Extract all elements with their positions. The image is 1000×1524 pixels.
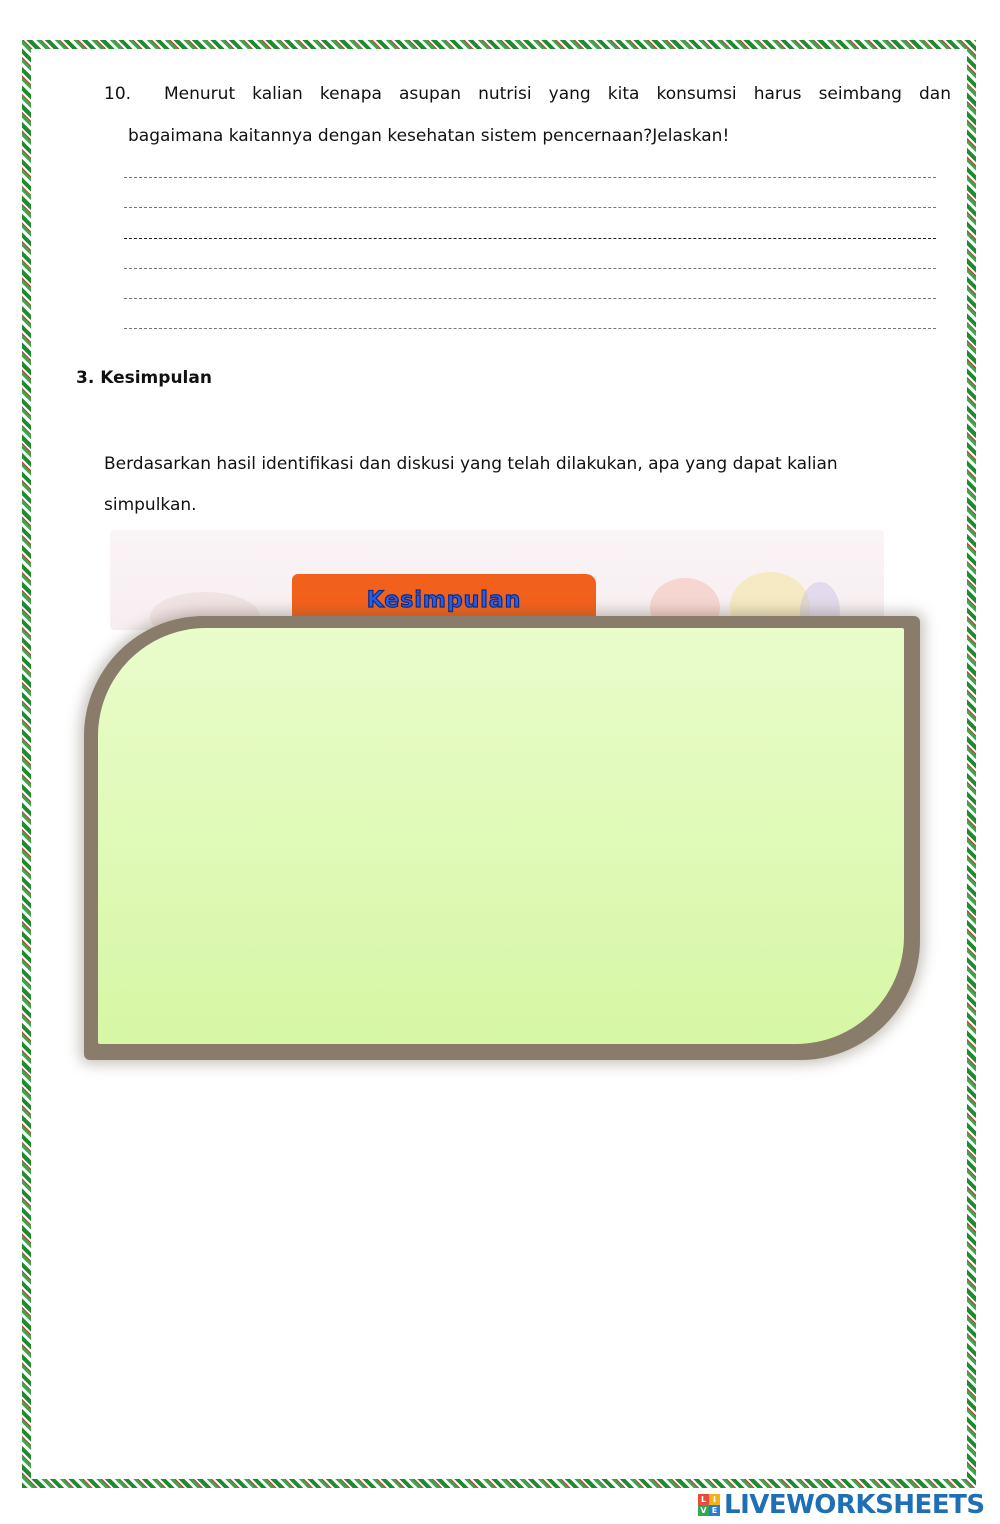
section-heading: 3. Kesimpulan: [76, 368, 212, 388]
answer-line[interactable]: [124, 328, 936, 329]
liveworksheets-logo: [698, 1490, 985, 1520]
answer-line[interactable]: [124, 238, 936, 239]
conclusion-answer-box[interactable]: [98, 628, 904, 1044]
question-number: 10.: [104, 84, 132, 104]
answer-line[interactable]: [124, 268, 936, 269]
conclusion-tab-label: Kesimpulan: [366, 588, 522, 613]
question-text-line-2: bagaimana kaitannya dengan kesehatan sistem pencernaan?Jelaskan!: [128, 126, 730, 146]
live-badge-icon: L I V E: [698, 1494, 720, 1516]
answer-line[interactable]: [124, 177, 936, 178]
answer-line[interactable]: [124, 298, 936, 299]
answer-line[interactable]: [124, 207, 936, 208]
question-text-line-1: Menurut kalian kenapa asupan nutrisi yang kita konsumsi harus seimbang dan: [164, 84, 951, 104]
instruction-text: Berdasarkan hasil identifikasi dan diskusi yang telah dilakukan, apa yang dapat kalian simpulkan.: [104, 454, 838, 515]
liveworksheets-brand: LIVEWORKSHEETS: [724, 1490, 985, 1520]
